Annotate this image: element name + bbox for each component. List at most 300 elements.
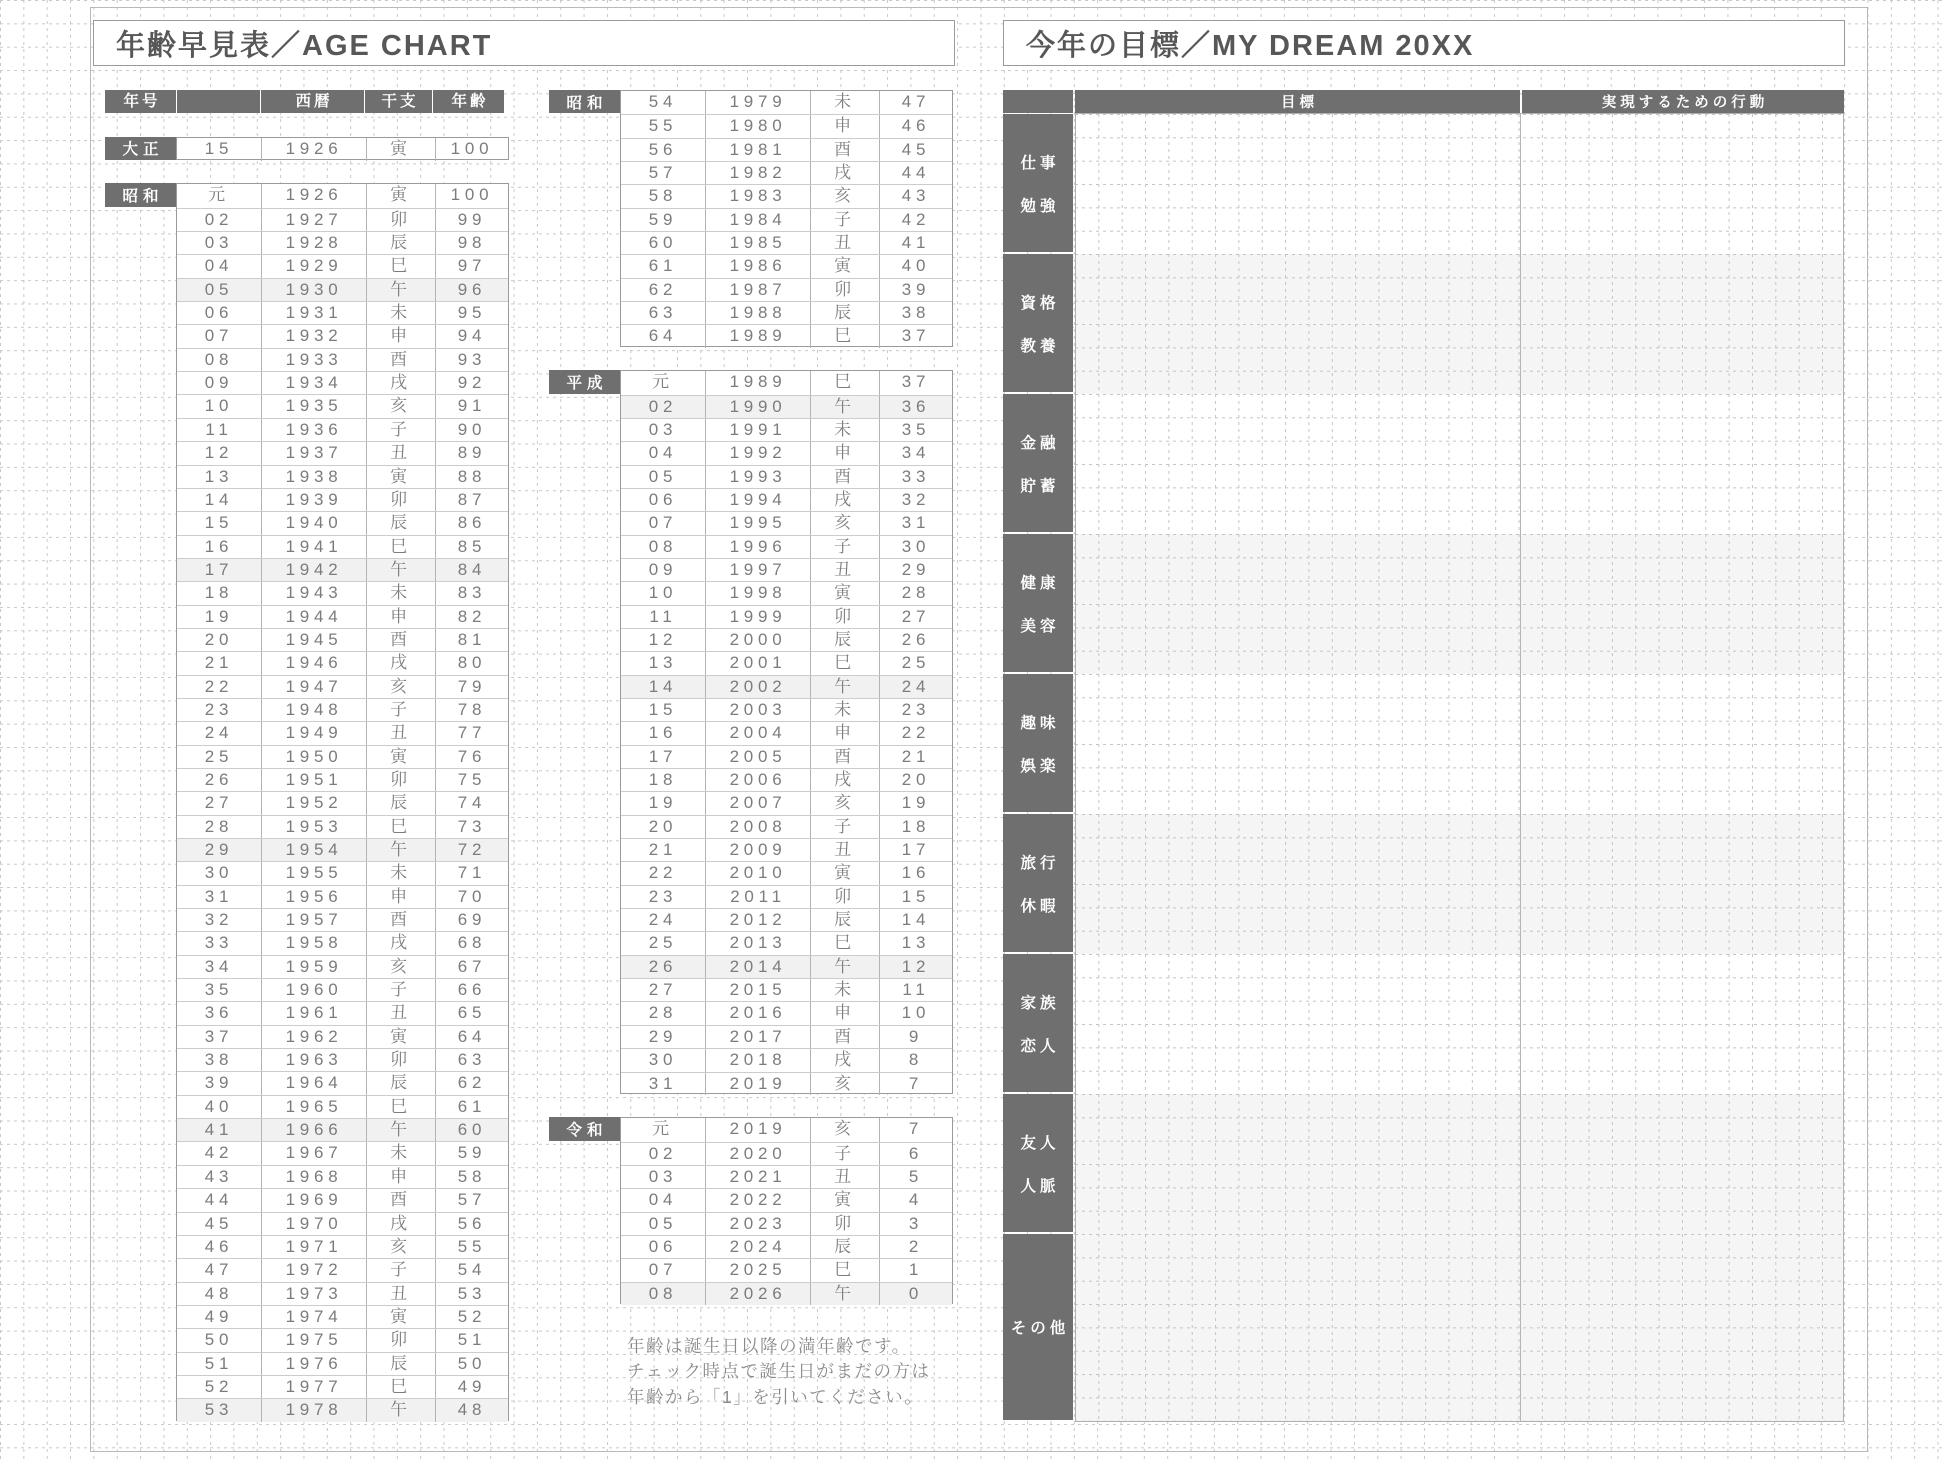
my-dream-title — [1003, 20, 1845, 66]
age-row — [621, 418, 952, 441]
era-year-cell: 14 — [648, 676, 678, 696]
goal-category-label: 休暇 — [1020, 897, 1060, 915]
year-cell: 2004 — [705, 722, 810, 744]
zodiac-cell: 辰 — [366, 792, 435, 814]
age-cell: 2 — [879, 1236, 952, 1258]
age-row — [621, 91, 952, 114]
year-cell: 1969 — [261, 1189, 366, 1211]
era-year-cell: 02 — [204, 209, 234, 229]
zodiac-cell: 戌 — [810, 489, 879, 511]
zodiac-cell: 辰 — [366, 1072, 435, 1094]
age-row — [177, 1141, 508, 1164]
year-cell: 2009 — [705, 839, 810, 861]
zodiac-cell: 巳 — [366, 1096, 435, 1118]
era-year-cell: 42 — [204, 1143, 234, 1163]
zodiac-cell: 亥 — [810, 792, 879, 814]
age-row — [177, 348, 508, 371]
age-chart-title — [93, 20, 955, 66]
era-year-cell: 24 — [648, 910, 678, 930]
era-year-cell: 43 — [204, 1166, 234, 1186]
age-cell: 23 — [879, 699, 952, 721]
zodiac-cell: 辰 — [366, 1353, 435, 1375]
age-cell: 85 — [435, 536, 508, 558]
year-cell: 1927 — [261, 209, 366, 231]
year-cell: 1983 — [705, 185, 810, 207]
age-cell: 27 — [879, 606, 952, 628]
zodiac-cell: 卯 — [366, 209, 435, 231]
age-cell: 33 — [879, 466, 952, 488]
age-cell: 80 — [435, 652, 508, 674]
era-year-cell: 46 — [204, 1236, 234, 1256]
age-cell: 18 — [879, 816, 952, 838]
age-row — [177, 675, 508, 698]
age-cell: 40 — [879, 255, 952, 277]
age-cell: 29 — [879, 559, 952, 581]
age-grid — [620, 370, 953, 1094]
zodiac-cell: 未 — [366, 582, 435, 604]
age-cell: 54 — [435, 1259, 508, 1281]
zodiac-cell: 丑 — [810, 232, 879, 254]
goal-category-cell — [1003, 814, 1073, 952]
era-year-cell: 25 — [648, 933, 678, 953]
age-grid — [620, 90, 953, 347]
era-year-cell: 03 — [648, 419, 678, 439]
age-note — [627, 1334, 930, 1410]
goal-category-cell — [1003, 254, 1073, 392]
age-cell: 92 — [435, 372, 508, 394]
age-cell: 45 — [879, 139, 952, 161]
year-cell: 1956 — [261, 886, 366, 908]
year-cell: 1968 — [261, 1166, 366, 1188]
year-cell: 1977 — [261, 1376, 366, 1398]
age-cell: 76 — [435, 746, 508, 768]
year-cell: 1974 — [261, 1306, 366, 1328]
age-row — [177, 1001, 508, 1024]
zodiac-cell: 申 — [366, 1166, 435, 1188]
age-grid — [176, 137, 509, 160]
goal-category-cell — [1003, 114, 1073, 252]
era-year-cell: 31 — [648, 1073, 678, 1093]
age-row — [177, 628, 508, 651]
age-cell: 6 — [879, 1143, 952, 1165]
age-cell: 25 — [879, 652, 952, 674]
era-year-cell: 07 — [204, 326, 234, 346]
age-cell: 86 — [435, 512, 508, 534]
age-cell: 21 — [879, 746, 952, 768]
age-row — [621, 1072, 952, 1095]
zodiac-cell: 寅 — [366, 466, 435, 488]
goal-category-cell — [1003, 954, 1073, 1092]
era-year-cell: 04 — [204, 256, 234, 276]
era-year-cell: 15 — [204, 138, 234, 158]
zodiac-cell: 子 — [810, 209, 879, 231]
era-year-cell: 10 — [204, 396, 234, 416]
my-dream-title-text: 今年の目標／MY DREAM 20XX — [1026, 29, 1475, 62]
era-year-cell: 56 — [648, 139, 678, 159]
year-cell: 1936 — [261, 419, 366, 441]
era-year-cell: 17 — [204, 559, 234, 579]
goal-body-cell — [1075, 114, 1844, 254]
zodiac-cell: 亥 — [810, 185, 879, 207]
zodiac-cell: 戌 — [366, 1213, 435, 1235]
era-year-cell: 29 — [204, 840, 234, 860]
age-row — [177, 931, 508, 954]
era-year-cell: 23 — [204, 699, 234, 719]
era-year-cell: 40 — [204, 1096, 234, 1116]
goal-category-label: 勉強 — [1020, 197, 1060, 215]
year-cell: 1930 — [261, 279, 366, 301]
era-year-cell: 35 — [204, 980, 234, 1000]
zodiac-cell: 未 — [810, 699, 879, 721]
year-cell: 1989 — [705, 371, 810, 394]
zodiac-cell: 辰 — [810, 629, 879, 651]
age-row — [621, 465, 952, 488]
era-year-cell: 06 — [648, 489, 678, 509]
era-year-cell: 18 — [204, 583, 234, 603]
year-cell: 2017 — [705, 1026, 810, 1048]
zodiac-cell: 巳 — [366, 536, 435, 558]
age-cell: 32 — [879, 489, 952, 511]
zodiac-cell: 酉 — [366, 629, 435, 651]
zodiac-cell: 亥 — [810, 1118, 879, 1141]
zodiac-cell: 辰 — [810, 909, 879, 931]
goal-category-label: 友人 — [1020, 1134, 1060, 1152]
year-cell: 1985 — [705, 232, 810, 254]
goal-category-label: 人脈 — [1020, 1177, 1060, 1195]
year-cell: 1958 — [261, 932, 366, 954]
year-cell: 2019 — [705, 1073, 810, 1095]
year-cell: 1999 — [705, 606, 810, 628]
age-cell: 72 — [435, 839, 508, 861]
age-chart-header-row — [105, 90, 504, 113]
age-row — [177, 1258, 508, 1281]
zodiac-cell: 酉 — [810, 746, 879, 768]
era-year-cell: 08 — [648, 1283, 678, 1303]
age-cell: 84 — [435, 559, 508, 581]
year-cell: 2007 — [705, 792, 810, 814]
zodiac-cell: 寅 — [366, 138, 435, 161]
year-cell: 1991 — [705, 419, 810, 441]
era-year-cell: 22 — [648, 863, 678, 883]
era-year-cell: 06 — [204, 303, 234, 323]
year-cell: 2001 — [705, 652, 810, 674]
zodiac-cell: 丑 — [366, 722, 435, 744]
zodiac-cell: 丑 — [810, 1166, 879, 1188]
header-era-year — [176, 90, 260, 113]
age-cell: 14 — [879, 909, 952, 931]
era-year-cell: 08 — [204, 349, 234, 369]
goal-body-cell — [1075, 674, 1844, 814]
header-era: 年号 — [105, 90, 176, 113]
year-cell: 1952 — [261, 792, 366, 814]
year-cell: 2018 — [705, 1049, 810, 1071]
era-year-cell: 27 — [204, 793, 234, 813]
era-year-cell: 33 — [204, 933, 234, 953]
age-cell: 12 — [879, 956, 952, 978]
era-year-cell: 31 — [204, 886, 234, 906]
age-row — [177, 581, 508, 604]
year-cell: 2008 — [705, 816, 810, 838]
year-cell: 2024 — [705, 1236, 810, 1258]
era-year-cell: 50 — [204, 1330, 234, 1350]
age-row — [177, 1118, 508, 1141]
zodiac-cell: 辰 — [810, 1236, 879, 1258]
zodiac-cell: 亥 — [366, 956, 435, 978]
zodiac-cell: 卯 — [366, 769, 435, 791]
goal-category-label: 娯楽 — [1020, 757, 1060, 775]
header-zodiac: 干支 — [364, 90, 432, 113]
age-cell: 17 — [879, 839, 952, 861]
year-cell: 1946 — [261, 652, 366, 674]
age-cell: 100 — [435, 138, 508, 161]
year-cell: 1926 — [261, 184, 366, 207]
age-cell: 30 — [879, 536, 952, 558]
year-cell: 2013 — [705, 932, 810, 954]
year-cell: 1944 — [261, 606, 366, 628]
year-cell: 1957 — [261, 909, 366, 931]
age-row — [621, 1165, 952, 1188]
zodiac-cell: 巳 — [366, 255, 435, 277]
zodiac-cell: 寅 — [366, 184, 435, 207]
era-year-cell: 60 — [648, 233, 678, 253]
age-cell: 73 — [435, 816, 508, 838]
age-cell: 56 — [435, 1213, 508, 1235]
era-year-cell: 05 — [204, 279, 234, 299]
age-row — [177, 955, 508, 978]
year-cell: 1937 — [261, 442, 366, 464]
era-badge: 昭和 — [105, 183, 176, 206]
zodiac-cell: 酉 — [366, 1189, 435, 1211]
age-cell: 19 — [879, 792, 952, 814]
zodiac-cell: 午 — [810, 676, 879, 698]
zodiac-cell: 辰 — [810, 302, 879, 324]
age-cell: 51 — [435, 1329, 508, 1351]
zodiac-cell: 卯 — [810, 886, 879, 908]
age-cell: 8 — [879, 1049, 952, 1071]
zodiac-cell: 申 — [810, 1002, 879, 1024]
zodiac-cell: 酉 — [366, 909, 435, 931]
year-cell: 2011 — [705, 886, 810, 908]
zodiac-cell: 寅 — [810, 1189, 879, 1211]
goal-body-cell — [1075, 954, 1844, 1094]
age-cell: 34 — [879, 442, 952, 464]
era-year-cell: 45 — [204, 1213, 234, 1233]
age-cell: 52 — [435, 1306, 508, 1328]
age-cell: 4 — [879, 1189, 952, 1211]
age-row — [621, 324, 952, 347]
age-row — [621, 745, 952, 768]
year-cell: 1973 — [261, 1283, 366, 1305]
age-grid — [620, 1117, 953, 1304]
age-cell: 55 — [435, 1236, 508, 1258]
era-year-cell: 26 — [648, 956, 678, 976]
zodiac-cell: 辰 — [366, 232, 435, 254]
age-row — [621, 605, 952, 628]
era-year-cell: 09 — [648, 559, 678, 579]
age-row — [621, 208, 952, 231]
age-row — [621, 511, 952, 534]
zodiac-cell: 未 — [366, 1142, 435, 1164]
era-badge: 大正 — [105, 137, 176, 160]
age-row — [621, 791, 952, 814]
era-year-cell: 37 — [204, 1026, 234, 1046]
age-row — [177, 1398, 508, 1421]
age-cell: 11 — [879, 979, 952, 1001]
age-cell: 100 — [435, 184, 508, 207]
era-year-cell: 53 — [204, 1400, 234, 1420]
zodiac-cell: 巳 — [810, 371, 879, 394]
era-year-cell: 27 — [648, 980, 678, 1000]
year-cell: 1966 — [261, 1119, 366, 1141]
zodiac-cell: 丑 — [366, 1002, 435, 1024]
age-row — [177, 1188, 508, 1211]
zodiac-cell: 巳 — [366, 1376, 435, 1398]
age-cell: 62 — [435, 1072, 508, 1094]
zodiac-cell: 亥 — [366, 676, 435, 698]
age-cell: 63 — [435, 1049, 508, 1071]
age-row — [177, 1165, 508, 1188]
year-cell: 1931 — [261, 302, 366, 324]
era-year-cell: 61 — [648, 256, 678, 276]
age-cell: 98 — [435, 232, 508, 254]
age-cell: 44 — [879, 162, 952, 184]
age-row — [177, 978, 508, 1001]
goal-category-label: 貯蓄 — [1020, 477, 1060, 495]
age-cell: 31 — [879, 512, 952, 534]
age-cell: 94 — [435, 325, 508, 347]
zodiac-cell: 寅 — [366, 1306, 435, 1328]
zodiac-cell: 卯 — [366, 1049, 435, 1071]
year-cell: 2021 — [705, 1166, 810, 1188]
year-cell: 1933 — [261, 349, 366, 371]
age-row — [177, 138, 508, 161]
era-year-cell: 34 — [204, 956, 234, 976]
year-cell: 1963 — [261, 1049, 366, 1071]
age-row — [621, 978, 952, 1001]
year-cell: 1979 — [705, 91, 810, 114]
era-year-cell: 52 — [204, 1376, 234, 1396]
age-cell: 83 — [435, 582, 508, 604]
age-row — [621, 721, 952, 744]
zodiac-cell: 酉 — [810, 1026, 879, 1048]
goal-category-label: 金融 — [1020, 434, 1060, 452]
zodiac-cell: 丑 — [810, 839, 879, 861]
year-cell: 2025 — [705, 1259, 810, 1281]
zodiac-cell: 未 — [810, 91, 879, 114]
year-cell: 1932 — [261, 325, 366, 347]
year-cell: 1961 — [261, 1002, 366, 1024]
age-cell: 64 — [435, 1026, 508, 1048]
age-cell: 37 — [879, 325, 952, 347]
age-row — [621, 231, 952, 254]
zodiac-cell: 丑 — [810, 559, 879, 581]
goal-category-label: その他 — [1010, 1320, 1070, 1337]
goal-body-cell — [1075, 534, 1844, 674]
age-row — [177, 301, 508, 324]
age-cell: 66 — [435, 979, 508, 1001]
age-row — [621, 931, 952, 954]
era-year-cell: 57 — [648, 163, 678, 183]
age-grid — [176, 183, 509, 1421]
era-year-cell: 07 — [648, 513, 678, 533]
goal-category-label: 趣味 — [1020, 714, 1060, 732]
age-row — [621, 1212, 952, 1235]
age-row — [177, 1025, 508, 1048]
year-cell: 1942 — [261, 559, 366, 581]
age-cell: 93 — [435, 349, 508, 371]
era-year-cell: 10 — [648, 583, 678, 603]
age-row — [621, 861, 952, 884]
zodiac-cell: 戌 — [810, 769, 879, 791]
age-row — [177, 231, 508, 254]
age-cell: 10 — [879, 1002, 952, 1024]
age-cell: 59 — [435, 1142, 508, 1164]
age-row — [621, 885, 952, 908]
age-cell: 79 — [435, 676, 508, 698]
zodiac-cell: 亥 — [366, 395, 435, 417]
era-year-cell: 02 — [648, 1143, 678, 1163]
year-cell: 1965 — [261, 1096, 366, 1118]
age-row — [621, 908, 952, 931]
age-cell: 89 — [435, 442, 508, 464]
era-year-cell: 30 — [648, 1050, 678, 1070]
era-year-cell: 05 — [648, 1213, 678, 1233]
age-row — [621, 301, 952, 324]
age-row — [621, 1235, 952, 1258]
age-row — [177, 535, 508, 558]
year-cell: 2006 — [705, 769, 810, 791]
zodiac-cell: 子 — [366, 419, 435, 441]
zodiac-cell: 寅 — [810, 255, 879, 277]
year-cell: 1954 — [261, 839, 366, 861]
goal-category-cell — [1003, 1234, 1073, 1420]
age-cell: 69 — [435, 909, 508, 931]
age-row — [177, 885, 508, 908]
era-badge: 昭和 — [549, 90, 620, 113]
age-cell: 28 — [879, 582, 952, 604]
age-cell: 13 — [879, 932, 952, 954]
age-cell: 0 — [879, 1283, 952, 1305]
era-year-cell: 24 — [204, 723, 234, 743]
age-cell: 95 — [435, 302, 508, 324]
zodiac-cell: 未 — [366, 862, 435, 884]
age-cell: 65 — [435, 1002, 508, 1024]
year-cell: 2026 — [705, 1283, 810, 1305]
year-cell: 1982 — [705, 162, 810, 184]
era-year-cell: 59 — [648, 209, 678, 229]
zodiac-cell: 子 — [366, 979, 435, 1001]
age-row — [621, 838, 952, 861]
year-cell: 1939 — [261, 489, 366, 511]
age-row — [177, 324, 508, 347]
year-cell: 2014 — [705, 956, 810, 978]
age-cell: 35 — [879, 419, 952, 441]
zodiac-cell: 午 — [366, 1399, 435, 1421]
age-row — [177, 1328, 508, 1351]
goal-body-cell — [1075, 254, 1844, 394]
age-cell: 5 — [879, 1166, 952, 1188]
zodiac-cell: 戌 — [366, 932, 435, 954]
age-row — [621, 1258, 952, 1281]
zodiac-cell: 未 — [810, 979, 879, 1001]
era-year-cell: 64 — [648, 326, 678, 346]
year-cell: 1962 — [261, 1026, 366, 1048]
era-year-cell: 16 — [648, 723, 678, 743]
age-row — [621, 815, 952, 838]
era-year-cell: 11 — [649, 606, 677, 626]
age-cell: 71 — [435, 862, 508, 884]
year-cell: 2015 — [705, 979, 810, 1001]
